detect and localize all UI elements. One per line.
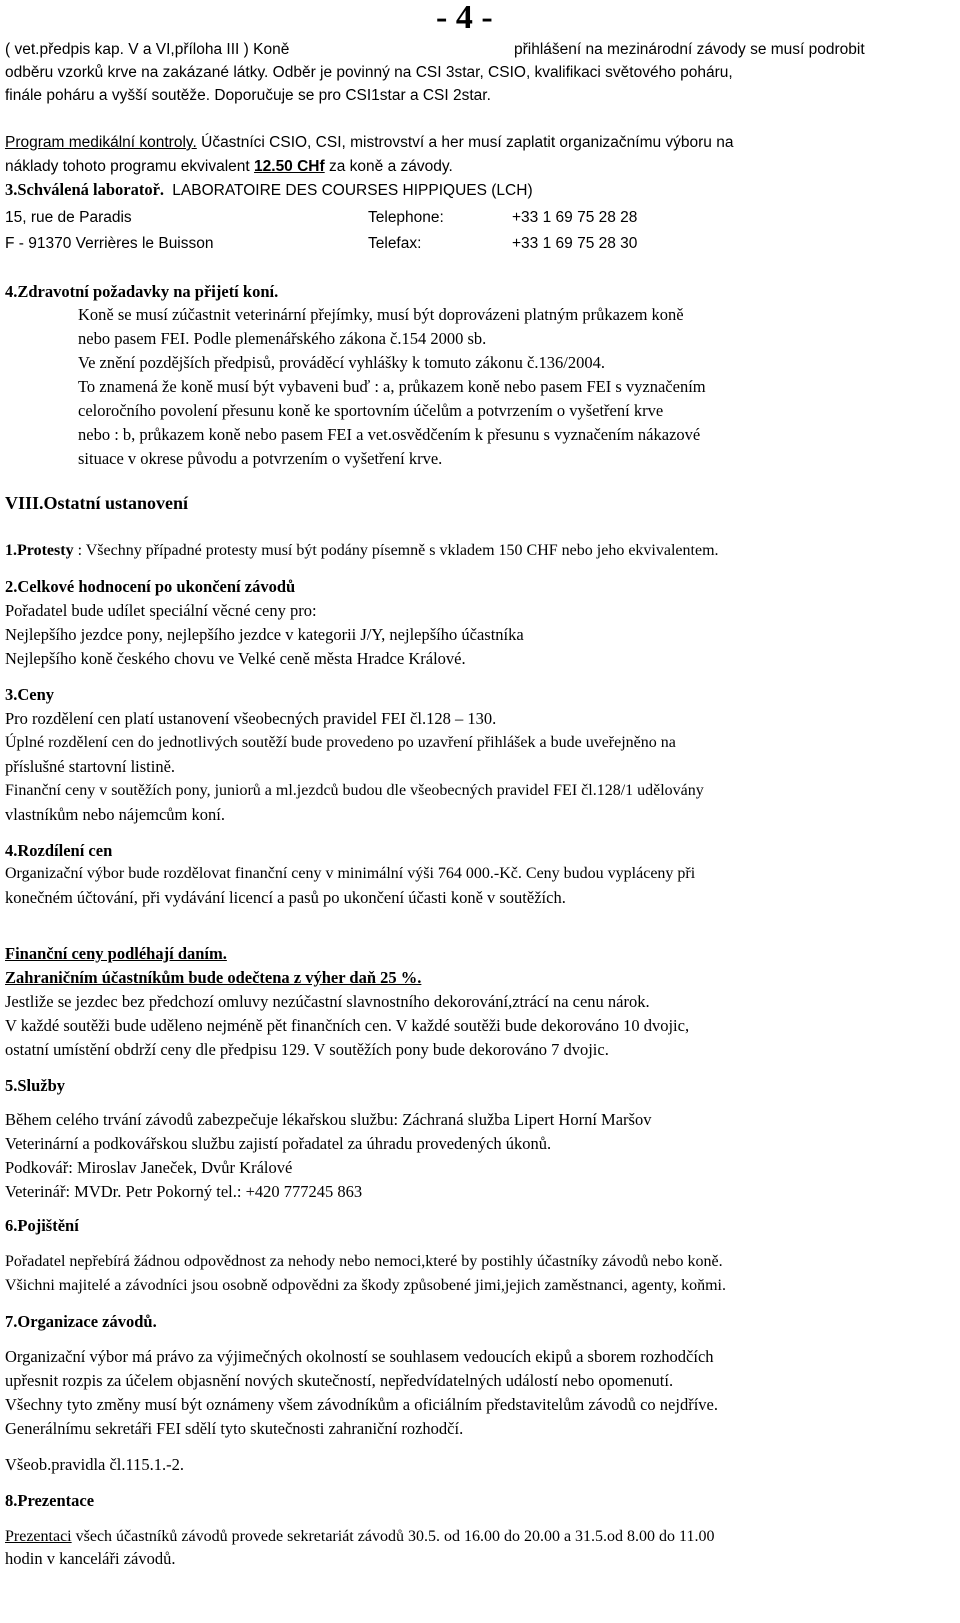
overall-heading-line	[5, 577, 295, 597]
health-line: To znamená že koně musí být vybaveni buď : a, průkazem koně nebo pasem FEI s vyznačením	[78, 377, 706, 396]
health-line: nebo : b, průkazem koně nebo pasem FEI a vet.osvědčením k přesunu s vyznačením nákazové	[78, 425, 701, 444]
services-heading: 5.Služby	[5, 1076, 66, 1095]
prizes-line: vlastníkům nebo nájemcům koní.	[5, 805, 225, 824]
program-heading: Program medikální kontroly.	[5, 134, 197, 151]
intro-line-3: finále poháru a vyšší soutěže. Doporučuje se pro CSI1star a CSI 2star.	[5, 87, 491, 104]
organization-line: Generálnímu sekretáři FEI sdělí tyto skutečnosti zahraniční rozhodčí.	[5, 1419, 464, 1438]
lab-street: 15, rue de Paradis	[5, 209, 132, 226]
section-viii-heading: VIII.Ostatní ustanovení	[5, 493, 189, 513]
program-text-2b: za koně a závody.	[324, 158, 453, 175]
protests-text: : Všechny případné protesty musí být podány písemně s vkladem 150 CHF nebo jeho ekvivalentem.	[73, 542, 719, 559]
tax-line: ostatní umístění obdrží ceny dle předpisu 129. V soutěžích pony bude dekorováno 7 dvojic.	[5, 1040, 609, 1059]
tax-line: V každé soutěži bude uděleno nejméně pět finančních cen. V každé soutěži bude dekorováno 10 dvojic,	[5, 1016, 690, 1035]
page-number: - 4 -	[436, 0, 493, 36]
overall-line: Nejlepšího koně českého chovu ve Velké ceně města Hradce Králové.	[5, 649, 466, 668]
organization-line: upřesnit rozpis za účelem objasnění nových skutečností, nepředvídatelných událostí nebo opomenutí.	[5, 1371, 674, 1390]
health-line: nebo pasem FEI. Podle plemenářského zákona č.154 2000 sb.	[78, 329, 487, 348]
program-amount: 12.50 CHf	[254, 158, 325, 175]
tax-line-1: Finanční ceny podléhají daním.	[5, 944, 227, 963]
distribution-heading: 4.Rozdílení cen	[5, 841, 113, 860]
health-line: situace v okrese původu a potvrzením o vyšetření krve.	[78, 449, 443, 468]
lab-heading: 3.Schválená laboratoř.	[5, 180, 165, 199]
health-line: celoročního povolení přesunu koně ke sportovním účelům a potvrzením o vyšetření krve	[78, 401, 664, 420]
presentation-line-2: hodin v kanceláři závodů.	[5, 1549, 176, 1568]
distribution-line: Organizační výbor bude rozdělovat finanční ceny v minimální výši 764 000.-Kč. Ceny budou vypláceny při	[5, 865, 696, 882]
organization-rule: Všeob.pravidla čl.115.1.-2.	[5, 1455, 185, 1474]
lab-fax: +33 1 69 75 28 30	[512, 235, 638, 252]
distribution-line: konečném účtování, při vydávání licencí a pasů po ukončení účasti koně v soutěžích.	[5, 888, 566, 907]
health-heading: 4.Zdravotní požadavky na přijetí koní.	[5, 282, 279, 301]
protests-heading: 1.Protesty	[5, 542, 74, 559]
prizes-line: Úplné rozdělení cen do jednotlivých soutěží bude provedeno po uzavření přihlášek a bude uveřejněno na	[5, 734, 676, 751]
services-line: Během celého trvání závodů zabezpečuje lékařskou službu: Záchraná služba Lipert Horní Maršov	[5, 1110, 652, 1129]
intro-line-1b: přihlášení na mezinárodní závody se musí podrobit	[514, 41, 865, 58]
prizes-line: Pro rozdělení cen platí ustanovení všeobecných pravidel FEI čl.128 – 130.	[5, 709, 497, 728]
tax-line-2: Zahraničním účastníkům bude odečtena z výher daň 25 %.	[5, 968, 422, 987]
intro-line-1	[5, 40, 289, 60]
services-line: Veterinář: MVDr. Petr Pokorný tel.: +420 777245 863	[5, 1182, 363, 1201]
overall-line: Pořadatel bude udílet speciální věcné ceny pro:	[5, 601, 317, 620]
organization-heading: 7.Organizace závodů.	[5, 1312, 157, 1331]
insurance-line: Pořadatel nepřebírá žádnou odpovědnost za nehody nebo nemoci,které by postihly účastníky závodů nebo koně.	[5, 1253, 723, 1270]
presentation-link[interactable]: Prezentaci	[5, 1528, 72, 1545]
health-line: Koně se musí zúčastnit veterinární přejímky, musí být doprovázeni platným průkazem koně	[78, 305, 684, 324]
insurance-heading: 6.Pojištění	[5, 1216, 79, 1235]
overall-heading: 2.Celkové hodnocení po ukončení závodů	[5, 577, 296, 596]
lab-name: LABORATOIRE DES COURSES HIPPIQUES (LCH)	[172, 182, 533, 199]
lab-fax-label: Telefax:	[368, 235, 422, 252]
intro-line-2: odběru vzorků krve na zakázané látky. Odběr je povinný na CSI 3star, CSIO, kvalifikaci světového poháru,	[5, 64, 733, 81]
presentation-text: všech účastníků závodů provede sekretariát závodů 30.5. od 16.00 do 20.00 a 31.5.od 8.00 do 11.00	[71, 1528, 715, 1545]
protests-line	[5, 541, 719, 561]
lab-city: F - 91370 Verrières le Buisson	[5, 235, 214, 252]
services-line: Veterinární a podkovářskou službu zajistí pořadatel za úhradu provedených úkonů.	[5, 1134, 552, 1153]
organization-line: Všechny tyto změny musí být oznámeny všem závodníkům a oficiálním představitelům závodů co nejdříve.	[5, 1395, 718, 1414]
presentation-heading: 8.Prezentace	[5, 1491, 95, 1510]
program-text-1: Účastníci CSIO, CSI, mistrovství a her musí zaplatit organizačnímu výboru na	[196, 134, 734, 151]
lab-tel-label: Telephone:	[368, 209, 444, 226]
prizes-line: příslušné startovní listině.	[5, 757, 176, 776]
lab-tel: +33 1 69 75 28 28	[512, 209, 638, 226]
intro-line-1a: ( vet.předpis kap. V a VI,příloha III ) Koně	[5, 41, 290, 58]
lab-line	[5, 180, 533, 201]
prizes-heading: 3.Ceny	[5, 685, 55, 704]
presentation-line-1	[5, 1527, 714, 1547]
program-line-1	[5, 133, 733, 153]
overall-line: Nejlepšího jezdce pony, nejlepšího jezdce v kategorii J/Y, nejlepšího účastníka	[5, 625, 524, 644]
services-line: Podkovář: Miroslav Janeček, Dvůr Králové	[5, 1158, 293, 1177]
health-line: Ve znění pozdějších předpisů, prováděcí vyhlášky k tomuto zákonu č.136/2004.	[78, 353, 605, 372]
program-line-2	[5, 157, 453, 177]
program-text-2a: náklady tohoto programu ekvivalent	[5, 158, 255, 175]
insurance-line: Všichni majitelé a závodníci jsou osobně odpovědni za škody způsobené jimi,jejich zaměstnanci, agenty, koňmi.	[5, 1277, 726, 1294]
organization-line: Organizační výbor má právo za výjimečných okolností se souhlasem vedoucích ekipů a sborem rozhodčích	[5, 1347, 714, 1366]
prizes-line: Finanční ceny v soutěžích pony, juniorů a ml.jezdců budou dle všeobecných pravidel FEI čl.128/1 udělovány	[5, 782, 704, 799]
tax-line: Jestliže se jezdec bez předchozí omluvy nezúčastní slavnostního dekorování,ztrácí na cenu nárok.	[5, 992, 650, 1011]
